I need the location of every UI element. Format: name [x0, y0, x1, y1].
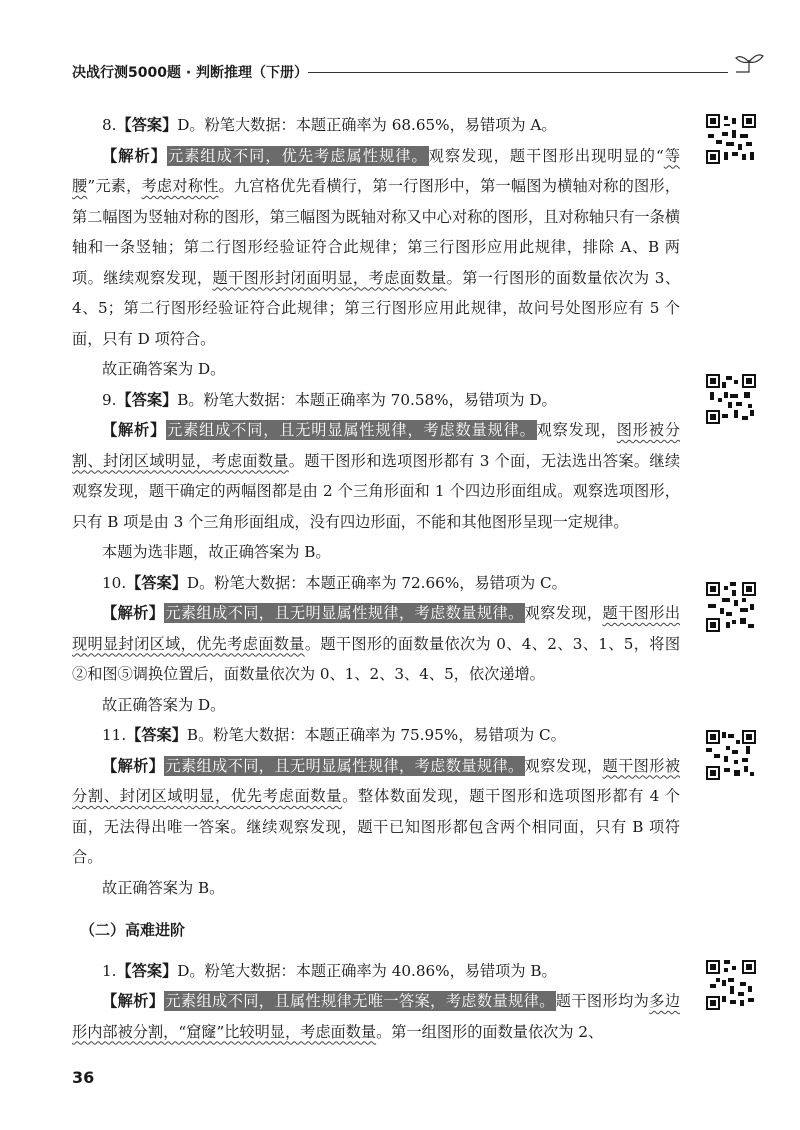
- qr-code-icon[interactable]: [706, 960, 756, 1010]
- analysis-label: 【解析】: [102, 992, 165, 1010]
- highlight-rule: 元素组成不同，且属性规律无唯一答案，考虑数量规律。: [165, 992, 555, 1010]
- highlight-rule: 元素组成不同，且无明显属性规律，考虑数量规律。: [167, 421, 536, 439]
- highlight-rule: 元素组成不同，优先考虑属性规律。: [167, 146, 428, 165]
- highlight-rule: 元素组成不同，且无明显属性规律，考虑数量规律。: [165, 604, 524, 622]
- qr-code-icon[interactable]: [706, 374, 756, 424]
- answer-label: 【答案】: [126, 726, 187, 744]
- page-content: [72, 110, 680, 1047]
- header-rule: [308, 72, 728, 73]
- answer-label: 【答案】: [126, 573, 187, 592]
- highlight-rule: 元素组成不同，且无明显属性规律，考虑数量规律。: [165, 756, 524, 775]
- running-header: [72, 60, 762, 84]
- answer-line-q8: 8.【答案】D。粉笔大数据：本题正确率为 68.65%，易错项为 A。: [102, 116, 557, 134]
- page-number: 36: [72, 1068, 95, 1087]
- analysis-q1: 【解析】元素组成不同，且属性规律无唯一答案，考虑数量规律。题干图形均为多边形内部被分割，“窟窿”比较明显，考虑面数量。第一组图形的面数量依次为 2、: [72, 992, 680, 1041]
- analysis-label: 【解析】: [102, 756, 165, 775]
- analysis-q10: 【解析】元素组成不同，且无明显属性规律，考虑数量规律。观察发现，题干图形出现明显封闭区域，优先考虑面数量。题干图形的面数量依次为 0、4、2、3、1、5，将图②和图⑤调换位置后，面数量依次为 0、1、2、3、4、5，依次递增。: [72, 604, 681, 683]
- conclusion-q8: 故正确答案为 D。: [102, 360, 226, 378]
- sprout-icon: [732, 52, 766, 82]
- book-title: 决战行测5000题 · 判断推理（下册）: [72, 65, 309, 81]
- answer-line-q11: 11.【答案】B。粉笔大数据：本题正确率为 75.95%，易错项为 C。: [102, 726, 566, 744]
- answer-label: 【答案】: [116, 390, 178, 409]
- answer-label: 【答案】: [116, 116, 178, 134]
- analysis-label: 【解析】: [102, 421, 167, 439]
- conclusion-q10: 故正确答案为 D。: [102, 695, 226, 714]
- qr-code-icon[interactable]: [706, 730, 756, 780]
- qr-code-icon[interactable]: [706, 582, 756, 632]
- section-title: （二）高难进阶: [80, 921, 186, 939]
- answer-line-q9: 9.【答案】B。粉笔大数据：本题正确率为 70.58%，易错项为 D。: [102, 390, 557, 409]
- answer-label: 【答案】: [116, 961, 178, 980]
- answer-line-q1: 1.【答案】D。粉笔大数据：本题正确率为 40.86%，易错项为 B。: [102, 961, 557, 980]
- analysis-q8: 【解析】元素组成不同，优先考虑属性规律。观察发现，题干图形出现明显的“等腰”元素，考虑对称性。九宫格优先看横行，第一行图形中，第一幅图为横轴对称的图形，第二幅图为竖轴对称的图形，第三幅图为既轴对称又中心对称的图形，且对称轴只有一条横轴和一条竖轴；第二行图形经验证符合此规律；第三行图形应用此规律，排除 A、B 两项。继续观察发现，题干图形封闭面明显，考虑面数量。第一行图形的面数量依次为 3、4、5；第二行图形经验证符合此规律；第三行图形应用此规律，故问号处图形应有 5 个面，只有 D 项符合。: [72, 146, 681, 348]
- analysis-q11: 【解析】元素组成不同，且无明显属性规律，考虑数量规律。观察发现，题干图形被分割、封闭区域明显，优先考虑面数量。整体数面发现，题干图形和选项图形都有 4 个面，无法得出唯一答案。继续观察发现，题干已知图形都包含两个相同面，只有 B 项符合。: [72, 756, 680, 866]
- qr-code-icon[interactable]: [706, 114, 756, 164]
- analysis-label: 【解析】: [102, 604, 165, 622]
- conclusion-q9: 本题为选非题，故正确答案为 B。: [102, 543, 331, 561]
- answer-line-q10: 10.【答案】D。粉笔大数据：本题正确率为 72.66%，易错项为 C。: [102, 573, 567, 592]
- analysis-label: 【解析】: [102, 146, 167, 165]
- analysis-q9: 【解析】元素组成不同，且无明显属性规律，考虑数量规律。观察发现，图形被分割、封闭区域明显，考虑面数量。题干图形和选项图形都有 3 个面，无法选出答案。继续观察发现，题干确定的两幅图都是由 2 个三角形面和 1 个四边形面组成。观察选项图形，只有 B 项是由 3 个三角形面组成，没有四边形面，不能和其他图形呈现一定规律。: [72, 421, 681, 531]
- conclusion-q11: 故正确答案为 B。: [102, 878, 225, 897]
